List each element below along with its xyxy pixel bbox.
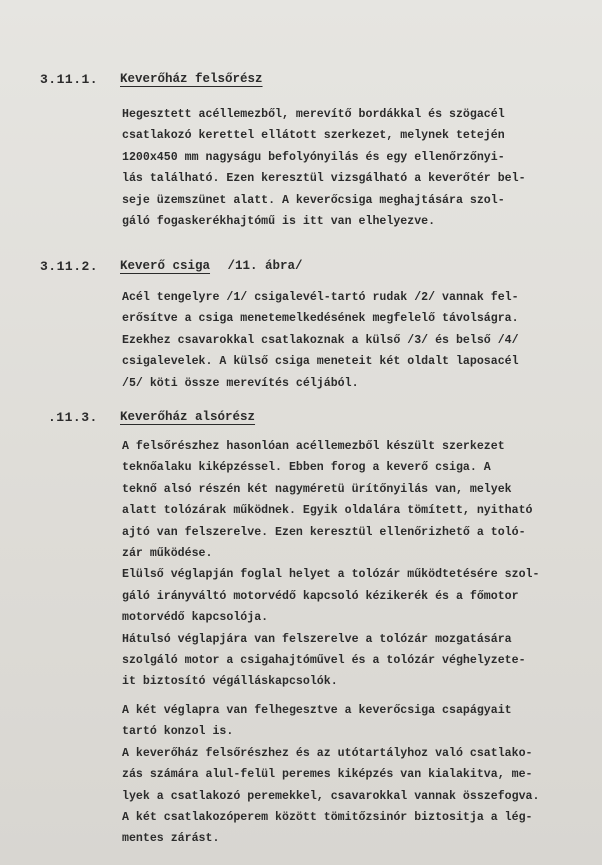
text-line: lás található. Ezen keresztül vizsgálható a keverőtér bel- (122, 172, 526, 186)
text-line: tartó konzol is. (122, 725, 234, 739)
text-line: it biztosító végálláskapcsolók. (122, 675, 338, 689)
text-line: Hátulsó véglapjára van felszerelve a tolózár mozgatására (122, 632, 512, 646)
section-number: 3.11.1. (40, 72, 99, 87)
text-line: lyek a csatlakozó peremekkel, csavarokkal vannak összefogva. (122, 789, 540, 803)
section-number: .11.3. (48, 410, 98, 425)
text-line: csatlakozó kerettel ellátott szerkezet, melynek tetején (122, 129, 505, 143)
text-line: zás számára alul-felül peremes kiképzés van kialakitva, me- (122, 768, 533, 782)
text-line: A felsőrészhez hasonlóan acéllemezből készült szerkezet (122, 440, 505, 453)
text-line: 1200x450 mm nagyságu befolyónyilás és egy ellenőrzőnyi- (122, 150, 505, 164)
figure-reference: /11. ábra/ (227, 259, 303, 273)
text-line: erősítve a csiga menetemelkedésének megfelelő távolságra. (122, 312, 519, 326)
section-body (122, 436, 562, 850)
section-heading (120, 410, 255, 424)
text-line: A keverőház felsőrészhez és az utótartályhoz való csatlako- (122, 746, 533, 760)
text-line: A két véglapra van felhegesztve a keverőcsiga csapágyait (122, 703, 512, 717)
text-line: motorvédő kapcsolója. (122, 611, 269, 625)
section-body (122, 287, 562, 394)
text-line: szolgáló motor a csigahajtóművel és a tolózár véghelyzete- (122, 654, 526, 668)
text-line: teknő alsó részén két nagyméretü ürítőnyilás van, melyek (122, 482, 512, 496)
text-line: teknőalaku kiképzéssel. Ebben forog a keverő csiga. A (122, 461, 491, 475)
section-heading (120, 72, 263, 86)
section-title: Keverőház felsőrész (120, 72, 263, 86)
section-title: Keverő csiga (120, 259, 211, 273)
text-line: /5/ köti össze merevítés céljából. (122, 376, 359, 390)
text-line: zár működése. (122, 547, 213, 561)
text-line: Elülső véglapján foglal helyet a tolózár működtetésére szol- (122, 568, 540, 582)
text-line: ajtó van felszerelve. Ezen keresztül ellenőrizhető a toló- (122, 525, 526, 539)
section-body (122, 104, 562, 232)
text-line: Acél tengelyre /1/ csigalevél-tartó rudak /2/ vannak fel- (122, 291, 519, 304)
text-line: A két csatlakozóperem között tömitőzsinór biztositja a lég- (122, 810, 533, 824)
text-line: Hegesztett acéllemezből, merevítő bordákkal és szögacél (122, 108, 505, 121)
text-line: gáló irányváltó motorvédő kapcsoló kézikerék és a főmotor (122, 589, 519, 603)
section-title: Keverőház alsórész (120, 410, 256, 424)
text-line: Ezekhez csavarokkal csatlakoznak a külső /3/ és belső /4/ (122, 333, 519, 347)
section-heading (120, 259, 303, 273)
text-line: mentes zárást. (122, 832, 220, 846)
paragraph-gap (122, 693, 562, 700)
text-line: seje üzemszünet alatt. A keverőcsiga meghajtására szol- (122, 193, 505, 207)
section-number: 3.11.2. (40, 259, 99, 274)
text-line: alatt tolózárak működnek. Egyik oldalára tömített, nyitható (122, 504, 533, 518)
text-line: csigalevelek. A külső csiga meneteit két oldalt laposacél (122, 355, 519, 369)
text-line: gáló fogaskerékhajtómű is itt van elhelyezve. (122, 215, 436, 229)
